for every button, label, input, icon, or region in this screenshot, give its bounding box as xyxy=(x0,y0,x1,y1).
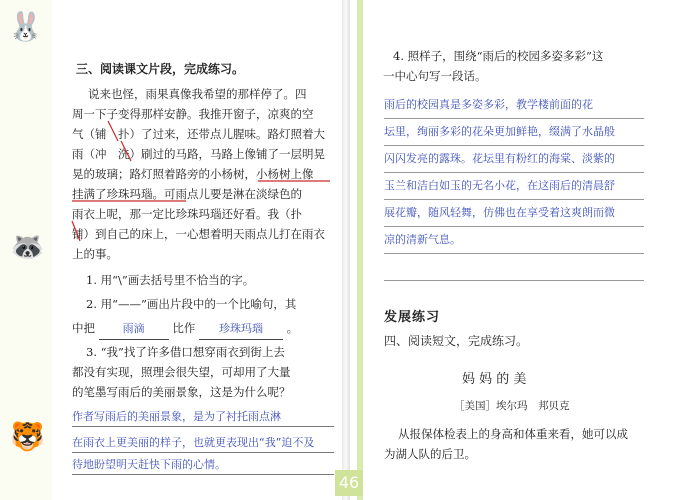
passage-line-4: 雨（冲 洗）刷过的马路，马路上像铺了一层明晃 xyxy=(72,147,325,161)
q3-answer-line-1[interactable]: 作者写雨后的美丽景象，是为了衬托雨点淋 xyxy=(72,408,334,427)
q2-answer-2[interactable]: 珍珠玛瑙 xyxy=(199,319,283,340)
question-2-line-2 xyxy=(72,318,298,340)
question-3-line-1: 3. “我”找了许多借口想穿雨衣到街上去 xyxy=(86,345,285,359)
passage-line-2: 周一下子变得那样安静。我推开窗子，凉爽的空 xyxy=(72,107,314,121)
story-title: 妈 妈 的 美 xyxy=(462,372,527,387)
q2-answer-1[interactable]: 雨滴 xyxy=(99,319,169,340)
question-1: 1. 用“\”画去括号里不恰当的字。 xyxy=(86,273,255,287)
passage-line-1: 说来也怪，雨果真像我希望的那样停了。四 xyxy=(88,87,307,101)
q4-answer-line-1[interactable]: 雨后的校园真是多姿多彩，教学楼前面的花 xyxy=(384,92,644,119)
q3-answer-line-2[interactable]: 在雨衣上更美丽的样子，也就更表现出“我”迫不及 xyxy=(72,434,334,453)
question-4-line-1: 4. 照样子，围绕“雨后的校园多姿多彩”这 xyxy=(393,49,604,63)
q3-answer-line-3[interactable]: 待地盼望明天赶快下雨的心情。 xyxy=(72,456,334,475)
story-text-line-1: 从报保体检表上的身高和体重来看，她可以成 xyxy=(398,427,628,441)
passage-line-6: 挂满了珍珠玛瑙。可雨点儿要是淋在淡绿色的 xyxy=(72,187,302,201)
rabbit-cartoon-icon: 🐰 xyxy=(8,10,43,43)
q4-answer-line-5[interactable]: 展花瓣，随风轻舞，仿佛也在享受着这爽朗而微 xyxy=(384,200,644,227)
part-four-heading: 四、阅读短文，完成练习。 xyxy=(384,334,529,348)
raccoon-cartoon-icon: 🦝 xyxy=(10,230,45,263)
development-section-title: 发展练习 xyxy=(384,310,441,325)
tiger-cartoon-icon: 🐯 xyxy=(10,420,45,453)
passage-line-7: 雨衣上呢，那一定比珍珠玛瑙还好看。我（扑 xyxy=(72,207,302,221)
passage-line-9: 上的事。 xyxy=(72,247,118,261)
q2-middle: 比作 xyxy=(172,321,196,335)
passage-line-8: 铺）到自己的床上，一心想着明天雨点儿打在雨衣 xyxy=(72,227,325,241)
story-author: ［美国］埃尔玛 邦贝克 xyxy=(454,400,570,412)
question-2-line-1: 2. 用“——”画出片段中的一个比喻句，其 xyxy=(86,297,297,311)
question-3-line-3: 的笔墨写雨后的美丽景象，这是为什么呢？ xyxy=(72,385,291,399)
question-3-line-2: 都没有实现，照理会很失望，可却用了大量 xyxy=(72,365,291,379)
q4-answer-line-2[interactable]: 坛里，绚丽多彩的花朵更加鲜艳，缀满了水晶般 xyxy=(384,119,644,146)
page-number: 46 xyxy=(335,470,363,496)
q2-prefix: 中把 xyxy=(72,321,95,335)
q4-answer-box[interactable] xyxy=(384,92,644,281)
q4-answer-line-6[interactable]: 凉的清新气息。 xyxy=(384,227,644,254)
q4-answer-line-4[interactable]: 玉兰和洁白如玉的无名小花，在这雨后的清晨舒 xyxy=(384,173,644,200)
passage-line-5: 晃的玻璃；路灯照着路旁的小杨树，小杨树上像 xyxy=(72,167,314,181)
story-text-line-2: 为湖人队的后卫。 xyxy=(384,447,476,461)
section-heading: 三、阅读课文片段，完成练习。 xyxy=(76,62,245,76)
q4-answer-line-3[interactable]: 闪闪发亮的露珠。花坛里有粉红的海棠、淡紫的 xyxy=(384,146,644,173)
q2-suffix: 。 xyxy=(286,321,299,335)
passage-line-3: 气（铺 扑）了过来，还带点儿腥味。路灯照着大 xyxy=(72,127,325,141)
q4-answer-line-blank[interactable] xyxy=(384,254,644,281)
question-4-line-2: 一中心句写一段话。 xyxy=(383,69,487,83)
